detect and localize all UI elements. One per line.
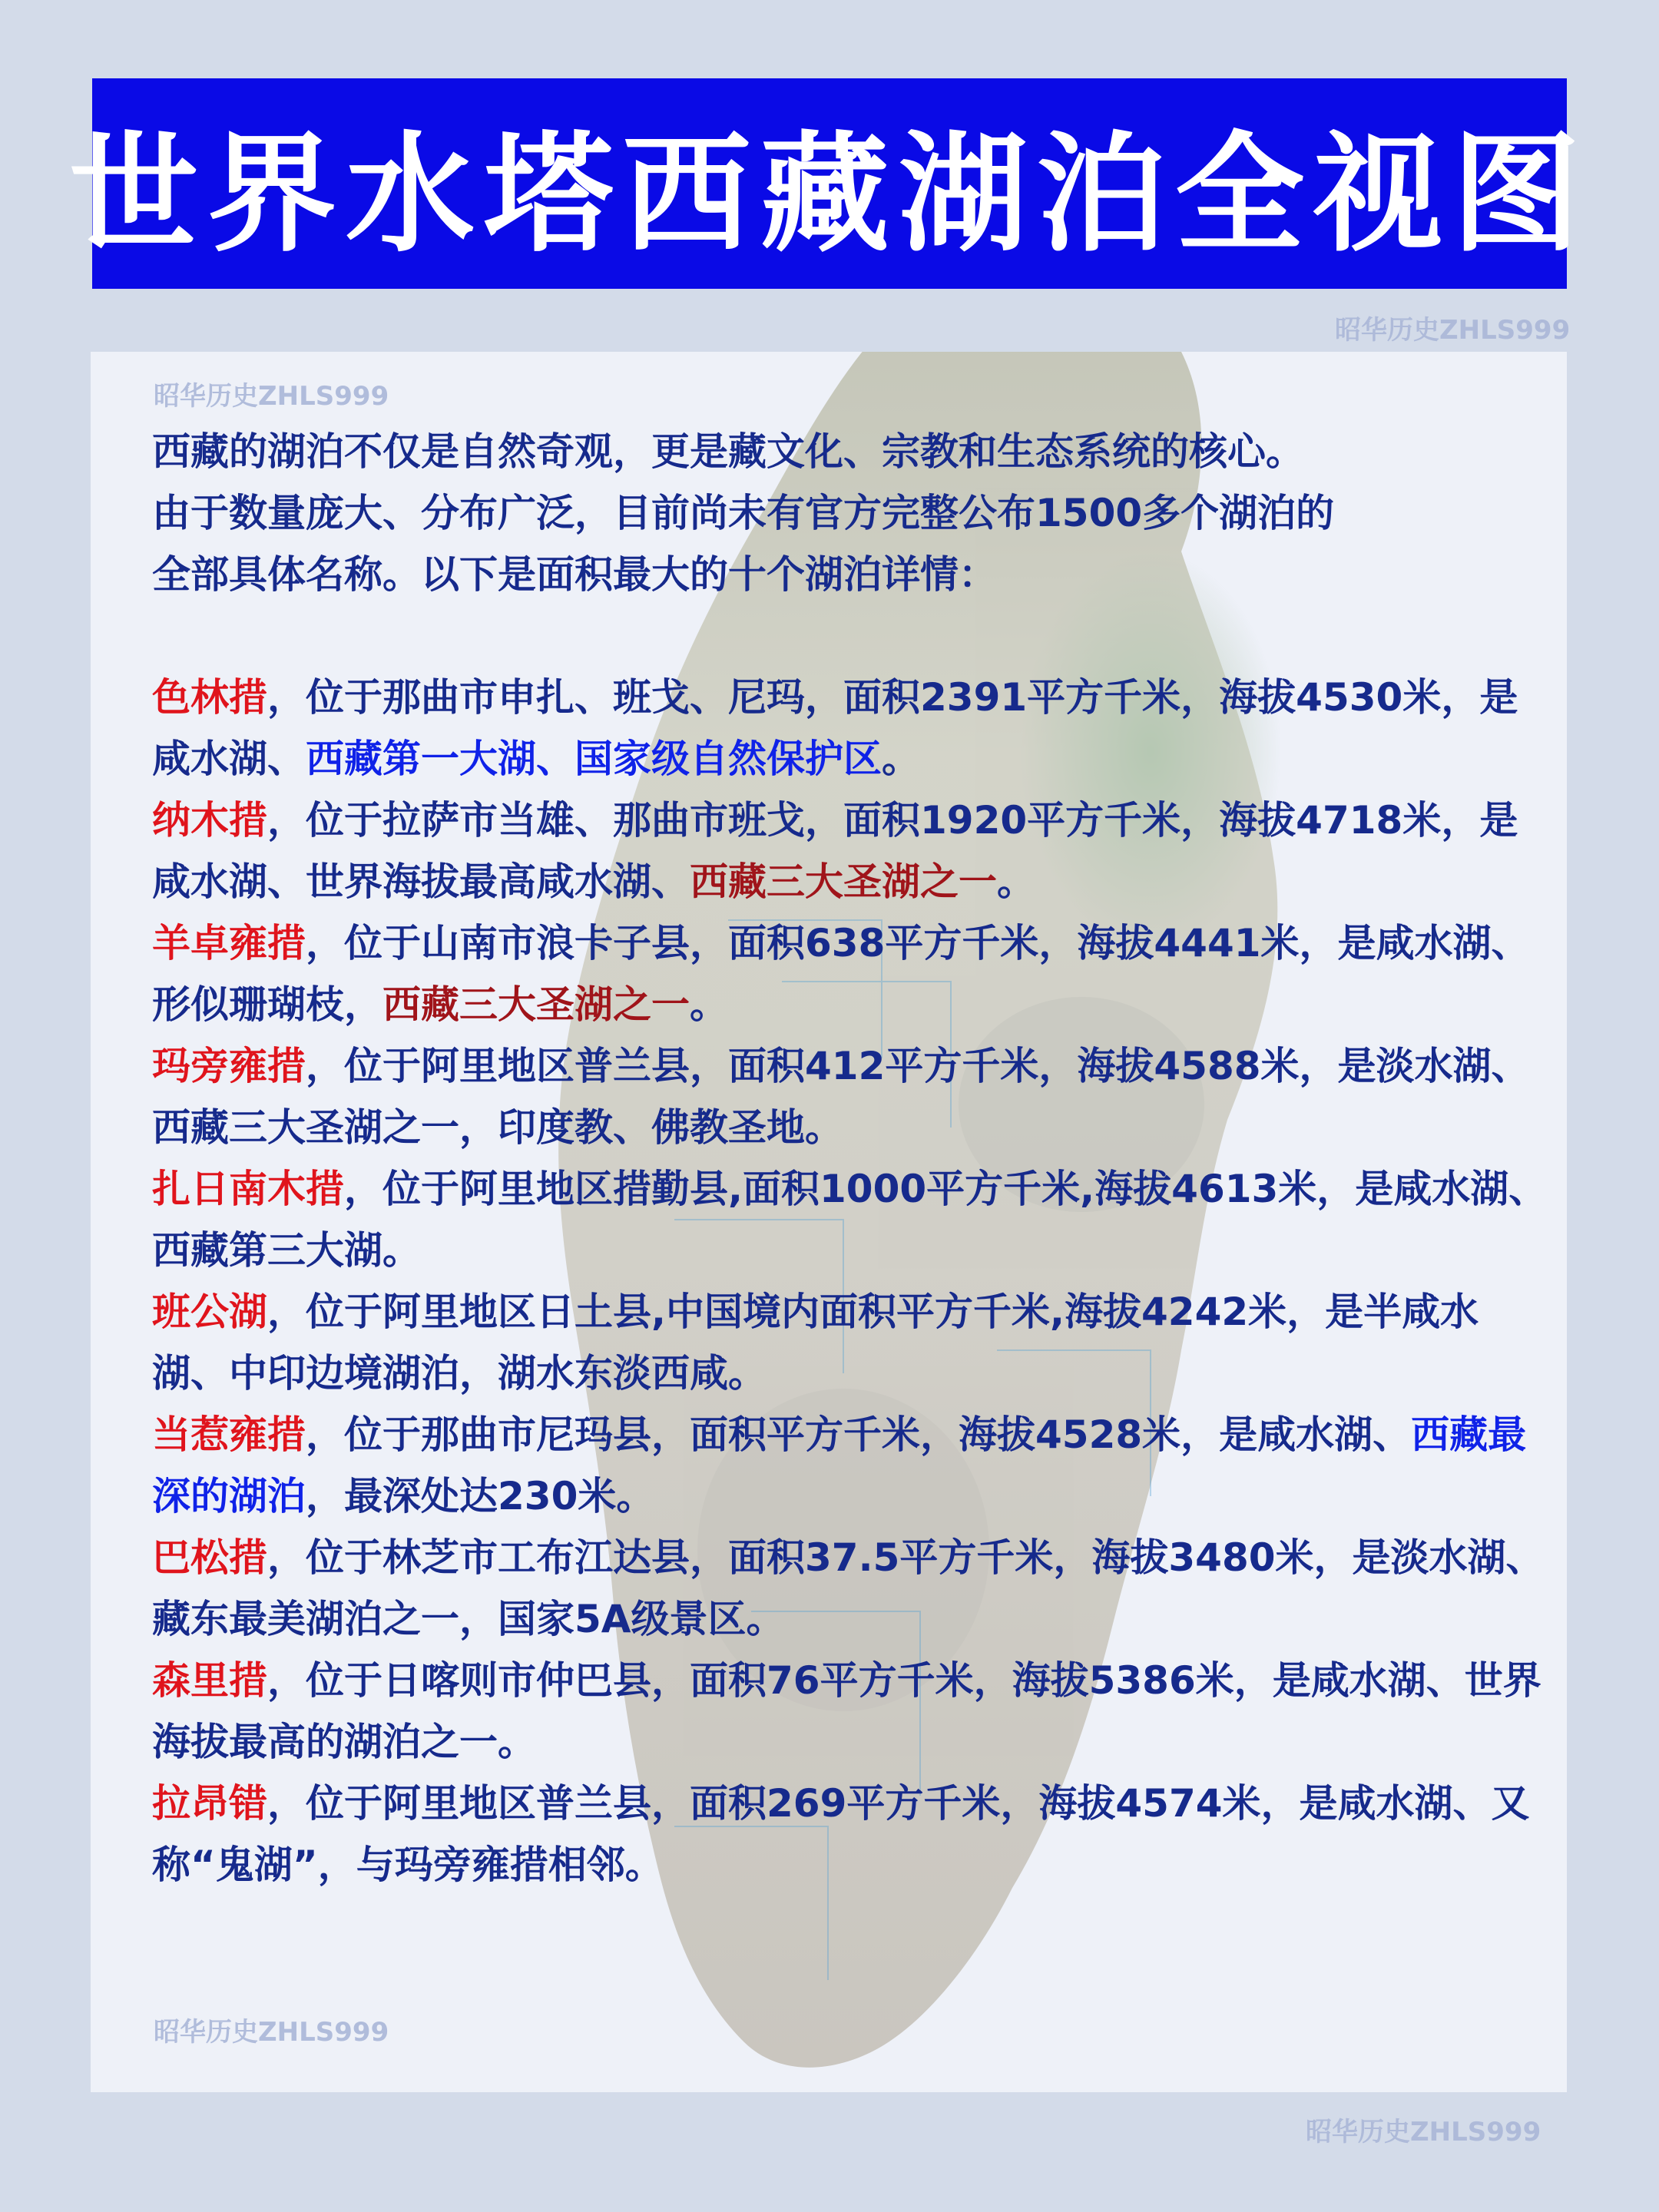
lake-entry [152,1650,1550,1773]
article-body [152,421,1550,1896]
lake-highlight: 西藏第一大湖、国家级自然保护区 [306,737,882,781]
lake-name: 扎日南木措 [152,1167,344,1211]
lake-name: 当惹雍措 [152,1412,306,1457]
lake-entry [152,1527,1550,1650]
lake-description: ，位于那曲市申扎、班戈、尼玛，面积2391平方千米，海拔4530米，是咸水湖、 [152,675,1518,781]
lake-name: 纳木措 [152,798,267,843]
title-banner [69,78,1590,289]
watermark: 昭华历史ZHLS999 [154,381,389,412]
lake-name: 玛旁雍措 [152,1044,306,1088]
lake-entry [152,790,1550,912]
lake-tail: 。 [997,859,1035,904]
content-panel [91,352,1567,2092]
intro-line: 由于数量庞大、分布广泛，目前尚未有官方完整公布1500多个湖泊的 [152,491,1335,535]
lake-entry [152,1773,1550,1896]
watermark: 昭华历史ZHLS999 [1335,315,1571,346]
lake-name: 巴松措 [152,1535,267,1580]
lake-name: 班公湖 [152,1290,267,1334]
page-title: 世界水塔西藏湖泊全视图 [69,118,1590,270]
lake-entry [152,1158,1550,1281]
lake-description: ，位于那曲市尼玛县，面积平方千米，海拔4528米，是咸水湖、 [306,1412,1412,1457]
lake-highlight: 西藏最深的湖泊 [152,1412,1527,1518]
lake-description: ，位于山南市浪卡子县，面积638平方千米，海拔4441米，是咸水湖、形似珊瑚枝， [152,921,1530,1027]
lake-tail: ，最深处达230米。 [306,1474,655,1518]
watermark: 昭华历史ZHLS999 [154,2017,389,2048]
watermark: 昭华历史ZHLS999 [1306,2117,1541,2147]
lake-tail: 。 [690,982,728,1027]
intro-line: 全部具体名称。以下是面积最大的十个湖泊详情： [152,552,997,597]
lake-name: 羊卓雍措 [152,921,306,965]
intro-line: 西藏的湖泊不仅是自然奇观，更是藏文化、宗教和生态系统的核心。 [152,429,1304,474]
lake-name: 色林措 [152,675,267,720]
lake-description: ，位于阿里地区普兰县，面积412平方千米，海拔4588米，是淡水湖、西藏三大圣湖之一，印度教、佛教圣地。 [152,1044,1530,1150]
lake-name: 森里措 [152,1658,267,1703]
lake-entry [152,1281,1550,1404]
lake-name: 拉昂错 [152,1781,267,1826]
lake-highlight: 西藏三大圣湖之一 [382,982,690,1027]
lake-tail: 。 [882,737,920,781]
lake-entry [152,1035,1550,1158]
lake-entry [152,1404,1550,1527]
spacer [152,605,1550,667]
lake-description: ，位于拉萨市当雄、那曲市班戈，面积1920平方千米，海拔4718米，是咸水湖、世界海拔最高咸水湖、 [152,798,1518,904]
lake-description: ，位于日喀则市仲巴县，面积76平方千米，海拔5386米，是咸水湖、世界海拔最高的湖泊之一。 [152,1658,1541,1764]
lake-description: ，位于阿里地区普兰县，面积269平方千米，海拔4574米，是咸水湖、又称“鬼湖”，与玛旁雍措相邻。 [152,1781,1530,1887]
lake-description: ，位于阿里地区日土县,中国境内面积平方千米,海拔4242米，是半咸水湖、中印边境湖泊，湖水东淡西咸。 [152,1290,1479,1396]
lake-description: ，位于阿里地区措勤县,面积1000平方千米,海拔4613米，是咸水湖、西藏第三大湖。 [152,1167,1548,1273]
lake-entry [152,667,1550,790]
lake-entry [152,912,1550,1035]
lake-description: ，位于林芝市工布江达县，面积37.5平方千米，海拔3480米，是淡水湖、藏东最美湖泊之一，国家5A级景区。 [152,1535,1545,1641]
lake-highlight: 西藏三大圣湖之一 [690,859,997,904]
